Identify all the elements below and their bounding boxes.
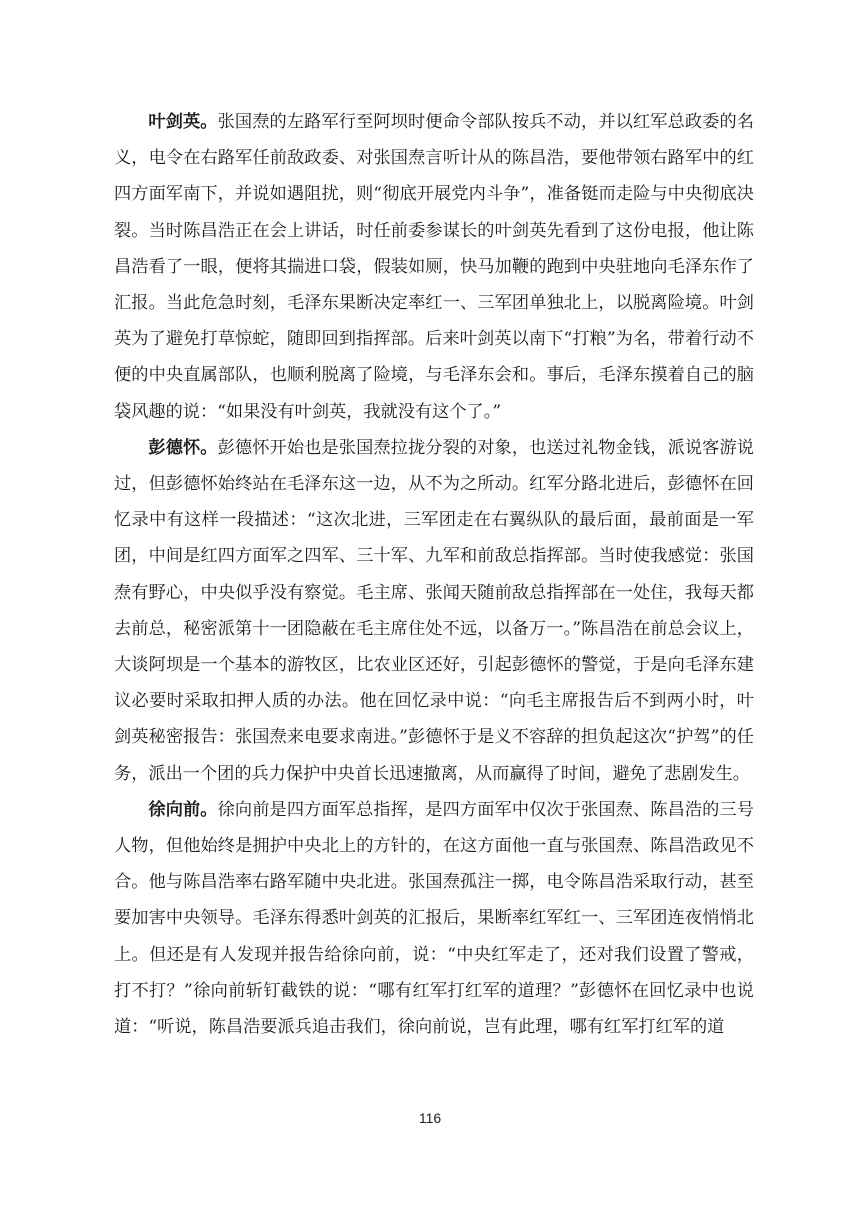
paragraph-text: 张国焘的左路军行至阿坝时便命令部队按兵不动，并以红军总政委的名义，电令在右路军任前敌政委、对张国焘言听计从的陈昌浩，要他带领右路军中的红四方面军南下，并说如遇阻扰，则“彻底开展党内斗争”，准备铤而走险与中央彻底决裂。当时陈昌浩正在会上讲话，时任前委参谋长的叶剑英先看到了这份电报，他让陈昌浩看了一眼，便将其揣进口袋，假装如厕，快马加鞭的跑到中央驻地向毛泽东作了汇报。当此危急时刻，毛泽东果断决定率红一、三军团单独北上，以脱离险境。叶剑英为了避免打草惊蛇，随即回到指挥部。后来叶剑英以南下“打粮”为名，带着行动不便的中央直属部队，也顺利脱离了险境，与毛泽东会和。事后，毛泽东摸着自己的脑袋风趣的说：“如果没有叶剑英，我就没有这个了。” <box>114 112 754 422</box>
paragraph-heading: 叶剑英。 <box>148 112 218 132</box>
paragraph-heading: 彭德怀。 <box>148 437 218 458</box>
page-number: 116 <box>418 1110 442 1126</box>
paragraph-ye-jianying <box>114 104 754 430</box>
body-text <box>114 104 754 1045</box>
paragraph-text: 彭德怀开始也是张国焘拉拢分裂的对象，也送过礼物金钱，派说客游说过，但彭德怀始终站在毛泽东这一边，从不为之所动。红军分路北进后，彭德怀在回忆录中有这样一段描述：“这次北进，三军团走在右翼纵队的最后面，最前面是一军团，中间是红四方面军之四军、三十军、九军和前敌总指挥部。当时使我感觉：张国焘有野心，中央似乎没有察觉。毛主席、张闻天随前敌总指挥部在一处住，我每天都去前总，秘密派第十一团隐蔽在毛主席住处不远，以备万一。”陈昌浩在前总会议上，大谈阿坝是一个基本的游牧区，比农业区还好，引起彭德怀的警觉，于是向毛泽东建议必要时采取扣押人质的办法。他在回忆录中说：“向毛主席报告后不到两小时，叶剑英秘密报告：张国焘来电要求南进。”彭德怀于是义不容辞的担负起这次“护驾”的任务，派出一个团的兵力保护中央首长迅速撤离，从而赢得了时间，避免了悲剧发生。 <box>114 437 754 784</box>
paragraph-xu-xiangqian <box>114 792 754 1045</box>
paragraph-peng-dehuai <box>114 430 754 792</box>
paragraph-text: 徐向前是四方面军总指挥，是四方面军中仅次于张国焘、陈昌浩的三号人物，但他始终是拥护中央北上的方针的，在这方面他一直与张国焘、陈昌浩政见不合。他与陈昌浩率右路军随中央北进。张国焘孤注一掷，电令陈昌浩采取行动，甚至要加害中央领导。毛泽东得悉叶剑英的汇报后，果断率红军红一、三军团连夜悄悄北上。但还是有人发现并报告给徐向前，说：“中央红军走了，还对我们设置了警戒，打不打？”徐向前斩钉截铁的说：“哪有红军打红军的道理？”彭德怀在回忆录中也说道：“听说，陈昌浩要派兵追击我们，徐向前说，岂有此理，哪有红军打红军的道 <box>114 799 754 1038</box>
paragraph-heading: 徐向前。 <box>148 799 218 820</box>
